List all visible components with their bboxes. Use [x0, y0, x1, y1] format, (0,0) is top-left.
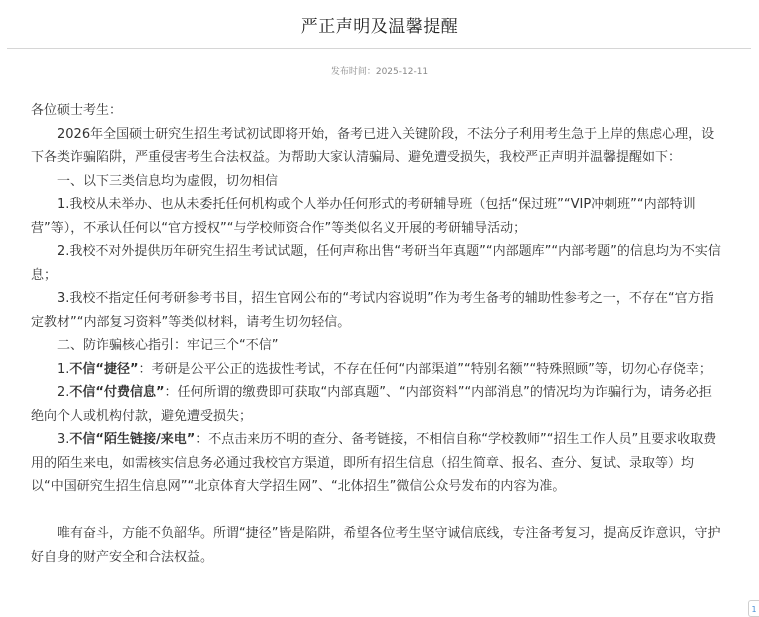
item-number: 1.: [57, 361, 70, 377]
closing-paragraph: 唯有奋斗，方能不负韶华。所谓“捷径”皆是陷阱，希望各位考生坚守诚信底线，专注备考复习，提高反诈意识，守护好自身的财产安全和合法权益。: [31, 526, 721, 565]
item-number: 3.: [57, 432, 70, 447]
item-bold-label: 不信“捷径”: [69, 361, 139, 377]
paragraph-spacer: [31, 499, 724, 523]
section-heading-fake-info: 一、以下三类信息均为虚假，切勿相信: [57, 173, 279, 189]
article-body: [31, 99, 724, 569]
item-number: 2.: [57, 385, 70, 400]
anti-fraud-item-2: [31, 381, 724, 428]
section-heading-anti-fraud: 二、防诈骗核心指引：牢记三个“不信”: [57, 338, 279, 353]
page-title: 严正声明及温馨提醒: [300, 17, 459, 37]
publish-date: 发布时间：2025-12-11: [330, 67, 429, 77]
item-text: ：任何所谓的缴费即可获取“内部真题”、“内部资料”“内部消息”的情况均为诈骗行为，请务必拒绝向个人或机构付款，避免遭受损失；: [31, 385, 712, 424]
greeting: 各位硕士考生：: [31, 103, 123, 118]
title-divider: [7, 48, 751, 49]
item-bold-label: 不信“陌生链接/来电”: [69, 432, 196, 447]
fake-info-item-3: 3.我校不指定任何考研参考书目，招生官网公布的“考试内容说明”作为考生备考的辅助性参考之一，不存在“官方指定教材”“内部复习资料”等类似材料，请考生切勿轻信。: [31, 291, 714, 330]
anti-fraud-item-1: [31, 358, 724, 382]
item-bold-label: 不信“付费信息”: [69, 385, 165, 400]
fake-info-item-1: 1.我校从未举办、也从未委托任何机构或个人举办任何形式的考研辅导班（包括“保过班”“VIP冲刺班”“内部特训营”等），不承认任何以“官方授权”“与学校师资合作”等类似名义开展的考研辅导活动；: [31, 197, 696, 236]
fake-info-item-2: 2.我校不对外提供历年研究生招生考试试题，任何声称出售“考研当年真题”“内部题库”“内部考题”的信息均为不实信息；: [31, 244, 721, 283]
anti-fraud-item-3: [31, 428, 724, 499]
intro-paragraph: 2026年全国硕士研究生招生考试初试即将开始，备考已进入关键阶段，不法分子利用考生急于上岸的焦虑心理，设下各类诈骗陷阱，严重侵害考生合法权益。为帮助大家认清骗局、避免遭受损失，我校严正声明并温馨提醒如下：: [31, 126, 715, 165]
item-text: ：考研是公平公正的选拔性考试，不存在任何“内部渠道”“特别名额”“特殊照顾”等，切勿心存侥幸；: [138, 361, 712, 377]
side-float-tab[interactable]: 1: [748, 600, 759, 617]
item-text: ：不点击来历不明的查分、备考链接，不相信自称“学校教师”“招生工作人员”且要求收取费用的陌生来电，如需核实信息务必通过我校官方渠道，即所有招生信息（招生简章、报名、查分、复试、录取等）均以“中国研究生招生信息网”“北京体育大学招生网”、“北体招生”微信公众号发布的内容为准。: [31, 432, 717, 494]
